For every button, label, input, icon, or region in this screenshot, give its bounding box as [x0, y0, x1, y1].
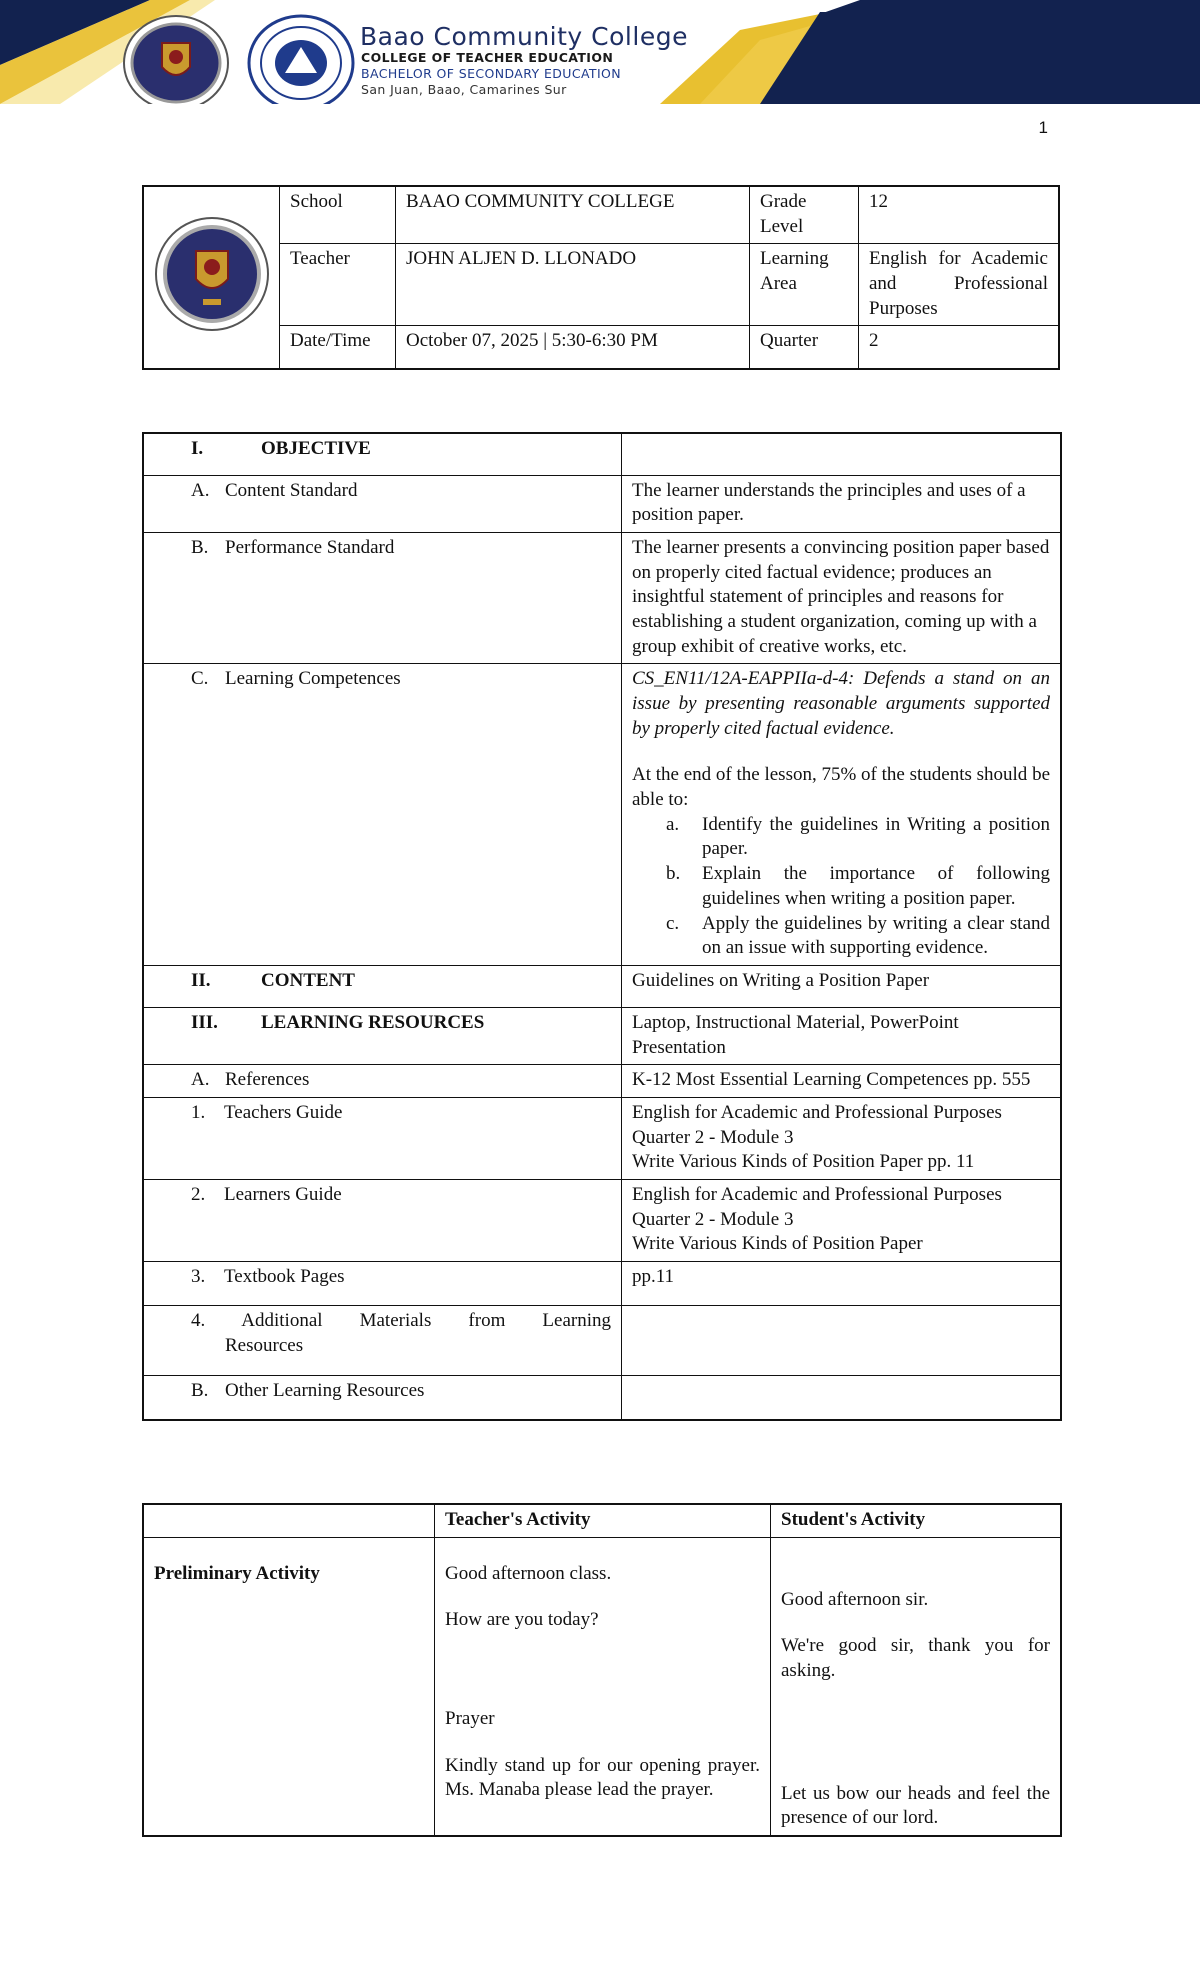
grade-value: 12 — [859, 186, 1060, 244]
teacher-prayer-instruction: Kindly stand up for our opening prayer. Ms. Manaba please lead the prayer. — [445, 1754, 760, 1801]
competence-code: CS_EN11/12A-EAPPIIa-d-4: Defends a stand on an issue by presenting reasonable arguments supported by properly cited factual evidence. — [632, 668, 1050, 739]
student-reply: We're good sir, thank you for asking. — [781, 1635, 1050, 1682]
page-number: 1 — [1038, 118, 1048, 137]
performance-standard-label-cell — [143, 532, 622, 663]
student-greeting: Good afternoon sir. — [781, 1588, 929, 1610]
program-name: BACHELOR OF SECONDARY EDUCATION — [361, 66, 622, 81]
resources-title: LEARNING RESOURCES — [261, 1011, 485, 1033]
performance-standard-letter: B. — [191, 536, 209, 558]
objectives-list — [632, 813, 1050, 961]
activities-table — [142, 1503, 1062, 1837]
teachers-guide-number: 1. — [191, 1101, 206, 1123]
letterhead-banner — [0, 0, 1200, 104]
teacher-greeting: Good afternoon class. — [445, 1562, 612, 1584]
objective-number: I. — [191, 438, 204, 459]
list-marker: b. — [666, 863, 681, 885]
performance-standard-value: The learner presents a convincing position paper based on properly cited factual evidence; produces an insightful statement of principles and reasons for establishing a student organization, coming up with a group exhibit of creative works, etc. — [622, 532, 1062, 663]
references-value: K-12 Most Essential Learning Competences pp. 555 — [622, 1065, 1062, 1098]
other-resources-letter: B. — [191, 1380, 209, 1402]
teachers-guide-line: Write Various Kinds of Position Paper pp. 11 — [632, 1151, 975, 1173]
content-standard-label: Content Standard — [225, 479, 358, 501]
learners-guide-number: 2. — [191, 1184, 206, 1205]
textbook-pages-value: pp.11 — [622, 1262, 1062, 1306]
list-item — [666, 862, 1050, 911]
content-title: CONTENT — [261, 969, 355, 991]
textbook-pages-label-cell — [143, 1262, 622, 1306]
other-resources-label: Other Learning Resources — [225, 1380, 425, 1402]
competences-label-cell — [143, 664, 622, 966]
references-label-cell — [143, 1065, 622, 1098]
list-text: Explain the importance of following guidelines when writing a position paper. — [702, 863, 1050, 909]
additional-materials-label-cell — [143, 1306, 622, 1376]
additional-materials-empty-cell — [622, 1306, 1062, 1376]
resources-number: III. — [191, 1011, 218, 1033]
teachers-guide-label-cell — [143, 1097, 622, 1179]
additional-materials-label: 4. Additional Materials from Learning — [191, 1310, 611, 1332]
school-value: BAAO COMMUNITY COLLEGE — [396, 186, 750, 244]
quarter-label: Quarter — [750, 326, 859, 369]
content-heading — [143, 965, 622, 1007]
teachers-guide-line: Quarter 2 - Module 3 — [632, 1126, 794, 1148]
student-activity-header: Student's Activity — [771, 1504, 1062, 1537]
school-logo-cell — [143, 186, 280, 369]
school-logo — [153, 215, 271, 333]
teacher-value: JOHN ALJEN D. LLONADO — [396, 244, 750, 326]
content-value: Guidelines on Writing a Position Paper — [622, 965, 1062, 1007]
other-resources-label-cell — [143, 1376, 622, 1420]
competences-letter: C. — [191, 668, 209, 690]
content-standard-label-cell — [143, 475, 622, 532]
college-name: Baao Community College — [360, 22, 688, 51]
teacher-question: How are you today? — [445, 1609, 599, 1631]
resources-value: Laptop, Instructional Material, PowerPoint Presentation — [622, 1007, 1062, 1064]
school-label: School — [280, 186, 396, 244]
list-item — [666, 813, 1050, 862]
list-marker: a. — [666, 813, 680, 835]
other-resources-empty-cell — [622, 1376, 1062, 1420]
additional-materials-label-cont: Resources — [225, 1334, 304, 1356]
learners-guide-line: Quarter 2 - Module 3 — [632, 1208, 794, 1230]
date-label: Date/Time — [280, 326, 396, 369]
teacher-label: Teacher — [280, 244, 396, 326]
performance-standard-label: Performance Standard — [225, 536, 395, 558]
teacher-activity-cell — [435, 1537, 771, 1836]
learning-area-label: Learning Area — [750, 244, 859, 326]
teacher-prayer-label: Prayer — [445, 1708, 495, 1730]
teachers-guide-value-cell — [622, 1097, 1062, 1179]
learners-guide-value-cell — [622, 1180, 1062, 1262]
department-seal-right — [245, 13, 357, 104]
college-seal-left — [120, 13, 232, 104]
list-text: Apply the guidelines by writing a clear stand on an issue with supporting evidence. — [702, 912, 1050, 959]
activities-corner-cell — [143, 1504, 435, 1537]
preliminary-activity-label: Preliminary Activity — [143, 1537, 435, 1836]
objective-empty-cell — [622, 433, 1062, 475]
date-value: October 07, 2025 | 5:30-6:30 PM — [396, 326, 750, 369]
resources-heading — [143, 1007, 622, 1064]
content-standard-value: The learner understands the principles and uses of a position paper. — [622, 475, 1062, 532]
quarter-value: 2 — [859, 326, 1060, 369]
lesson-plan-table — [142, 432, 1062, 1421]
learning-area-value: English for Academic and Professional Purposes — [859, 244, 1060, 326]
competences-value-cell — [622, 664, 1062, 966]
references-letter: A. — [191, 1069, 210, 1091]
textbook-pages-number: 3. — [191, 1266, 206, 1288]
objective-heading — [143, 433, 622, 475]
list-marker: c. — [666, 912, 680, 934]
student-activity-cell — [771, 1537, 1062, 1836]
references-label: References — [225, 1069, 310, 1091]
competences-label: Learning Competences — [225, 668, 401, 690]
content-number: II. — [191, 969, 211, 991]
teachers-guide-line: English for Academic and Professional Purposes — [632, 1101, 1002, 1123]
college-department: COLLEGE OF TEACHER EDUCATION — [361, 50, 614, 65]
learners-guide-label-cell — [143, 1180, 622, 1262]
teacher-activity-header: Teacher's Activity — [435, 1504, 771, 1537]
list-text: Identify the guidelines in Writing a position paper. — [702, 813, 1050, 860]
competences-intro: At the end of the lesson, 75% of the students should be able to: — [632, 764, 1050, 811]
teachers-guide-label: Teachers Guide — [224, 1101, 343, 1123]
student-prayer: Let us bow our heads and feel the presence of our lord. — [781, 1782, 1050, 1829]
college-address: San Juan, Baao, Camarines Sur — [361, 82, 567, 97]
learners-guide-line: English for Academic and Professional Purposes — [632, 1184, 1002, 1205]
learners-guide-line: Write Various Kinds of Position Paper — [632, 1233, 923, 1255]
learners-guide-label: Learners Guide — [224, 1184, 342, 1205]
content-standard-letter: A. — [191, 479, 210, 501]
grade-label: Grade Level — [750, 186, 859, 244]
lesson-info-table — [142, 185, 1060, 370]
list-item — [666, 912, 1050, 961]
objective-title: OBJECTIVE — [261, 438, 371, 459]
textbook-pages-label: Textbook Pages — [224, 1266, 345, 1288]
